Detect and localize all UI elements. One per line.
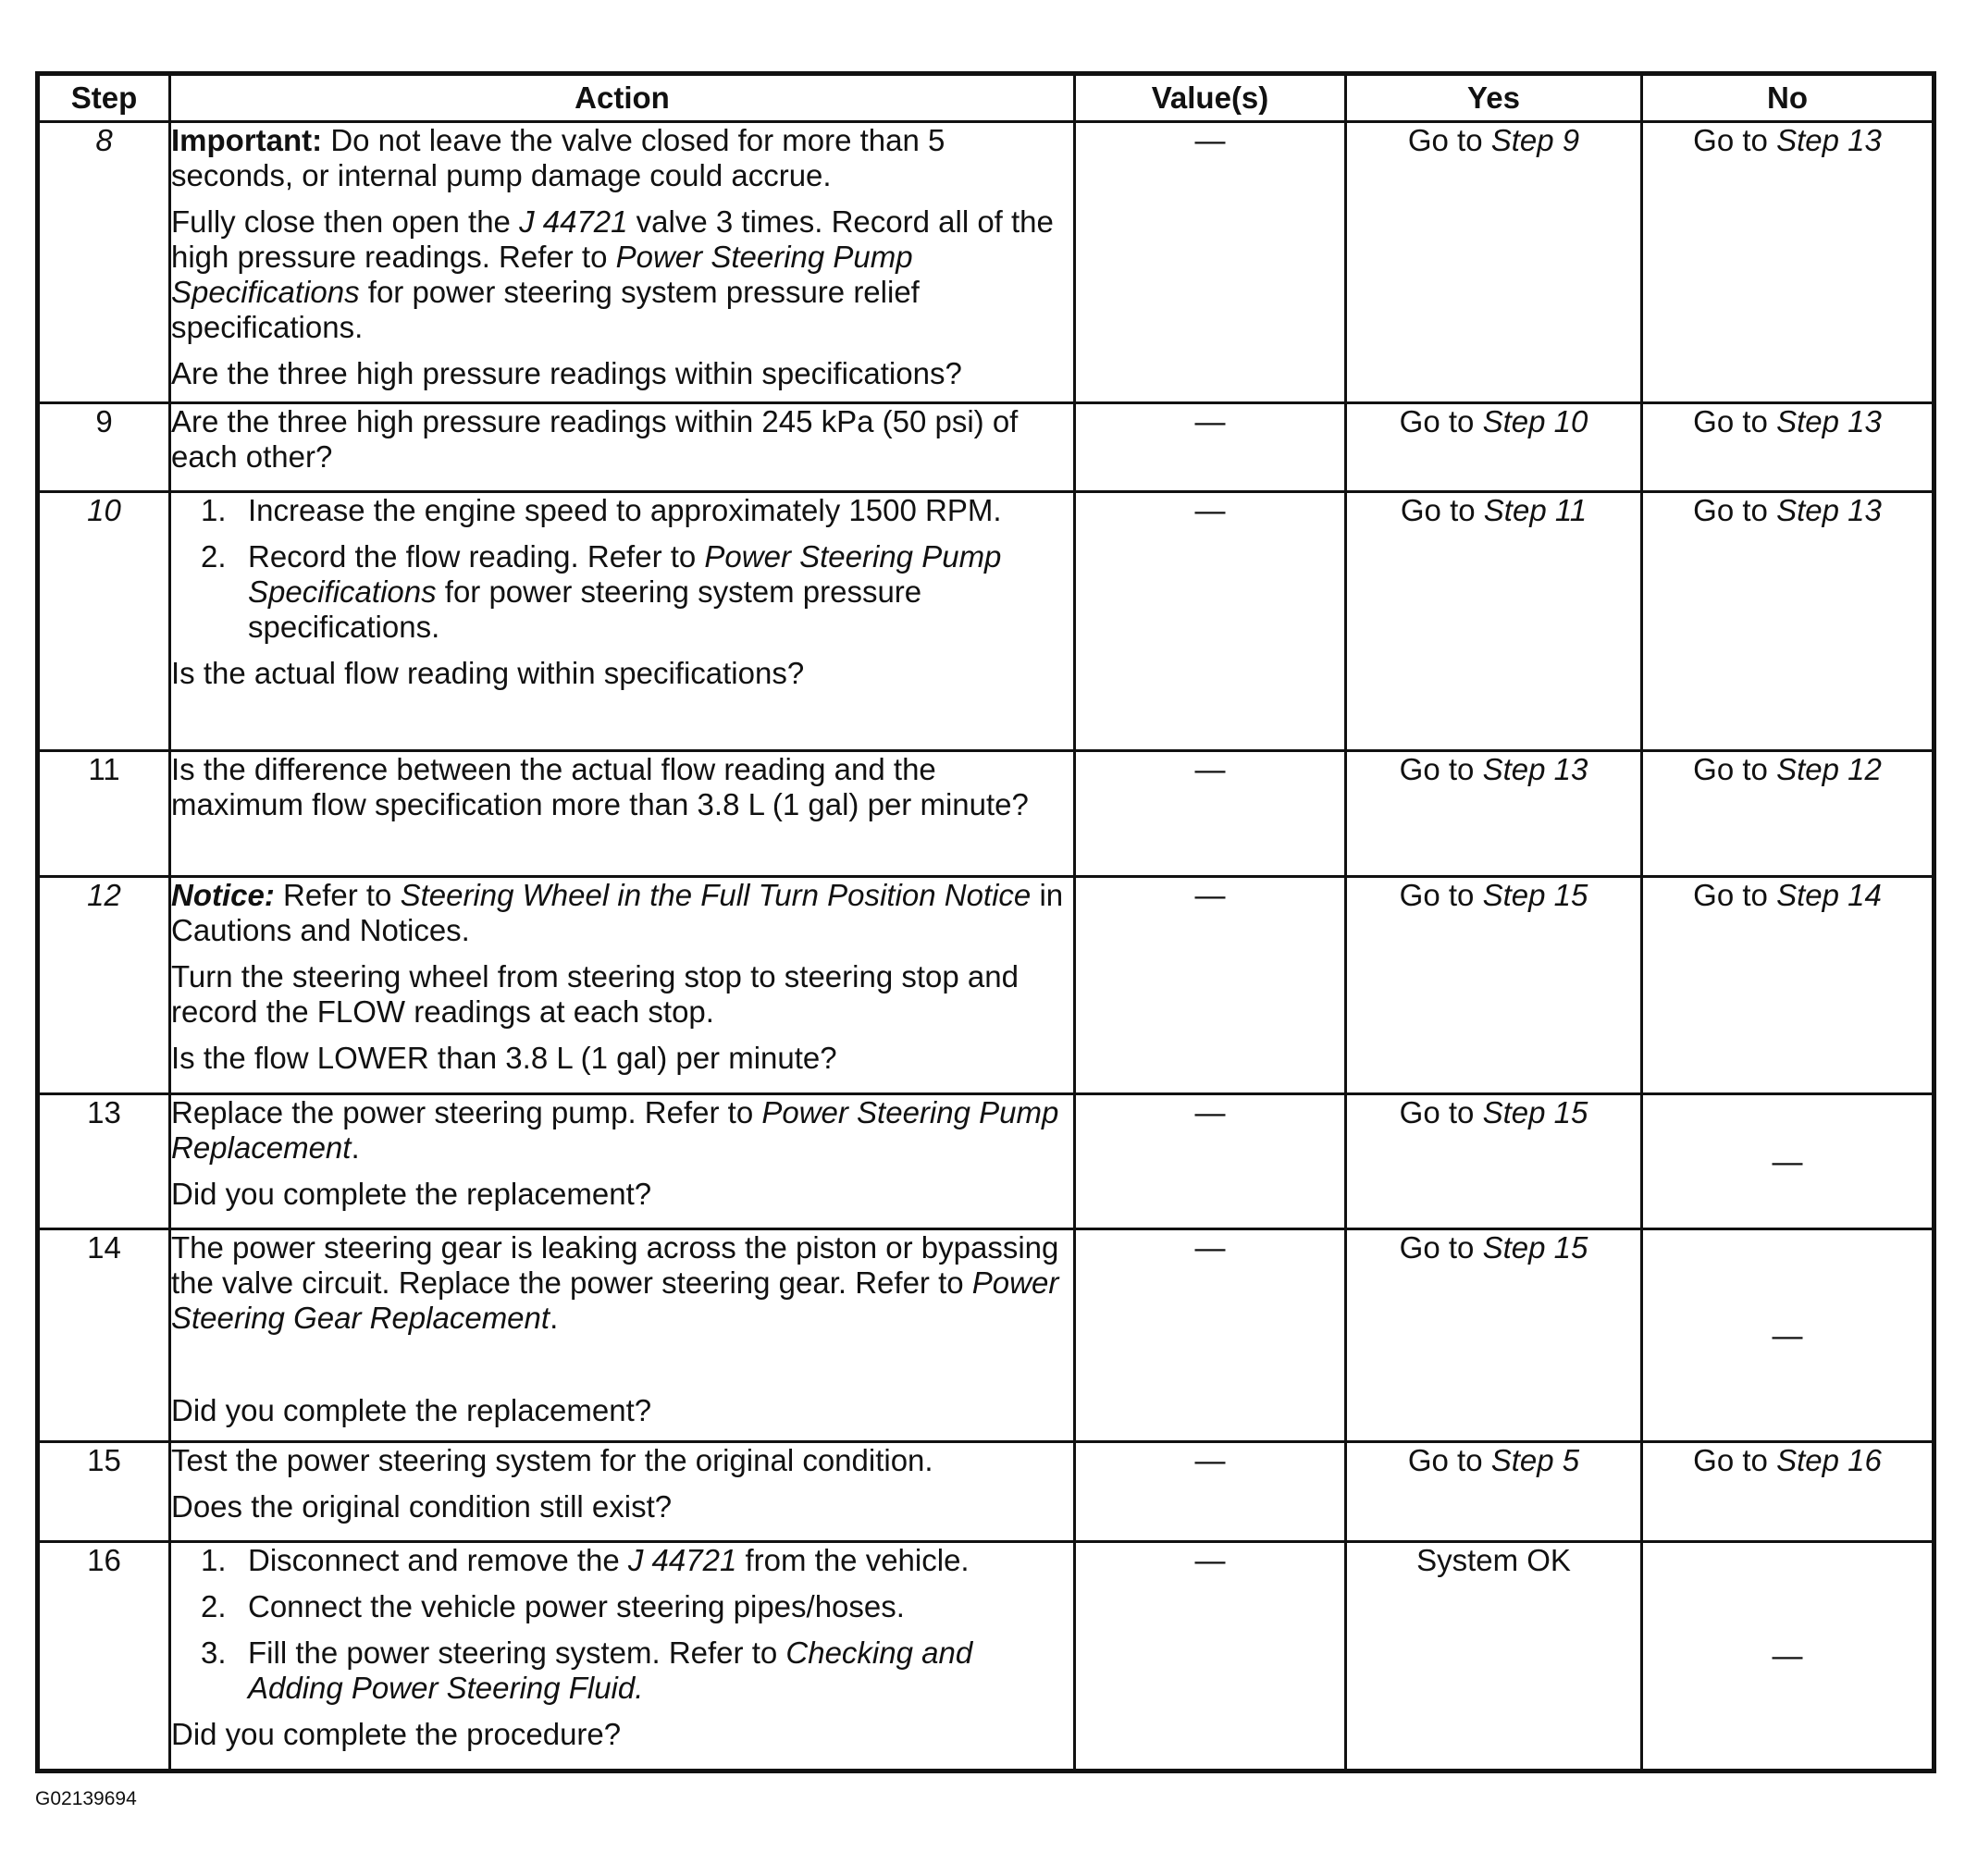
list-number: 1. [201,493,227,527]
values-cell: — [1075,1442,1346,1542]
list-text: from the vehicle. [736,1543,970,1577]
yes-cell [1346,122,1642,403]
yes-cell [1346,1229,1642,1442]
action-question: Does the original condition still exist? [171,1489,673,1524]
step-number: 13 [38,1094,170,1229]
go-to-label: Go to [1407,1443,1483,1477]
action-cell [170,492,1075,751]
action-cell [170,1229,1075,1442]
list-number: 3. [201,1635,227,1670]
go-to-label: Go to [1399,752,1475,786]
table-row-step-16 [38,1542,1934,1771]
action-question: Are the three high pressure readings within 245 kPa (50 psi) of each other? [171,404,1019,474]
doc-ref: Power Steering Gear Replacement [171,1265,1059,1335]
table-row-step-14 [38,1229,1934,1442]
list-number: 1. [201,1543,227,1577]
header-yes: Yes [1346,74,1642,122]
no-step-link[interactable]: Step 12 [1776,752,1882,786]
tool-ref: J 44721 [627,1543,737,1577]
action-question: Is the difference between the actual flow reading and the maximum flow specification more than 3.8 L (1 gal) per minute? [171,752,1029,821]
action-paragraph [171,204,1073,345]
diagnostic-table-sheet [35,71,1932,1773]
table-row-step-12 [38,877,1934,1094]
list-text: Fill the power steering system. Refer to [248,1635,786,1670]
go-to-label: Go to [1399,404,1475,438]
action-cell [170,403,1075,492]
text: in Cautions and Notices. [171,878,1064,947]
doc-ref: Power Steering Pump Specifications [248,539,1002,609]
list-item [171,1635,1073,1706]
step-number: 8 [38,122,170,403]
important-text: Do not leave the valve closed for more than 5 seconds, or internal pump damage could accrue. [171,123,945,192]
spacer [171,1347,1073,1393]
action-question: Is the actual flow reading within specifications? [171,656,805,690]
text: . [351,1130,360,1165]
action-paragraph [171,1095,1073,1166]
go-to-label: Go to [1693,752,1768,786]
action-cell [170,1094,1075,1229]
text: . [550,1301,559,1335]
text: valve 3 times. Record all of the high pressure readings. Refer to [171,204,1054,274]
yes-cell: System OK [1346,1542,1642,1771]
header-row [38,74,1934,122]
list-text: for power steering system pressure specifications. [248,574,922,644]
list-item [171,1543,1073,1578]
step-number: 12 [38,877,170,1094]
table-row-step-15 [38,1442,1934,1542]
no-step-link[interactable]: Step 13 [1776,123,1882,157]
yes-cell [1346,403,1642,492]
list-item [171,539,1073,645]
action-cell [170,1542,1075,1771]
header-action: Action [170,74,1075,122]
list-text: Disconnect and remove the [248,1543,628,1577]
go-to-label: Go to [1693,404,1768,438]
yes-cell [1346,1442,1642,1542]
step-number: 14 [38,1229,170,1442]
go-to-label: Go to [1399,1230,1475,1265]
doc-ref: Power Steering Pump Specifications [171,240,913,309]
yes-step-link[interactable]: Step 15 [1482,878,1588,912]
action-cell [170,751,1075,877]
table-row-step-8 [38,122,1934,403]
header-no: No [1642,74,1934,122]
step-number: 10 [38,492,170,751]
no-step-link[interactable]: Step 16 [1776,1443,1882,1477]
notice-note [171,878,1073,948]
text: Replace the power steering pump. Refer to [171,1095,762,1129]
notice-label: Notice: [171,878,275,912]
list-text: Record the flow reading. Refer to [248,539,705,574]
list-text: Connect the vehicle power steering pipes/hoses. [248,1589,905,1623]
no-step-link[interactable]: Step 14 [1776,878,1882,912]
action-cell [170,1442,1075,1542]
yes-cell [1346,877,1642,1094]
values-cell: — [1075,1229,1346,1442]
figure-code: G02139694 [35,1788,137,1809]
text: The power steering gear is leaking across the piston or bypassing the valve circuit. Replace the power steering gear. Refer to [171,1230,1059,1300]
list-item [171,493,1073,528]
header-values: Value(s) [1075,74,1346,122]
step-number: 15 [38,1442,170,1542]
action-question: Did you complete the replacement? [171,1177,652,1211]
step-number: 16 [38,1542,170,1771]
no-cell: — [1642,1094,1934,1229]
go-to-label: Go to [1693,493,1768,527]
values-cell: — [1075,1094,1346,1229]
no-step-link[interactable]: Step 13 [1776,404,1882,438]
important-note [171,123,1073,193]
table-row-step-11 [38,751,1934,877]
yes-step-link[interactable]: Step 11 [1483,493,1588,527]
no-cell [1642,751,1934,877]
values-cell: — [1075,492,1346,751]
values-cell: — [1075,1542,1346,1771]
go-to-label: Go to [1693,878,1768,912]
no-cell [1642,403,1934,492]
yes-step-link[interactable]: Step 9 [1490,123,1580,157]
step-number: 9 [38,403,170,492]
no-cell [1642,492,1934,751]
yes-cell [1346,492,1642,751]
action-question: Did you complete the replacement? [171,1393,652,1427]
go-to-label: Go to [1693,123,1768,157]
go-to-label: Go to [1399,878,1475,912]
yes-step-link[interactable]: Step 13 [1482,752,1588,786]
tool-ref: J 44721 [519,204,628,239]
yes-step-link[interactable]: Step 15 [1482,1095,1588,1129]
list-item [171,1589,1073,1624]
no-cell: — [1642,1229,1934,1442]
action-paragraph: Test the power steering system for the original condition. [171,1443,933,1477]
no-cell [1642,122,1934,403]
yes-cell [1346,1094,1642,1229]
action-paragraph [171,1230,1073,1336]
doc-ref: Power Steering Pump Replacement [171,1095,1059,1165]
go-to-label: Go to [1407,123,1483,157]
list-number: 2. [201,1589,227,1623]
no-cell [1642,877,1934,1094]
doc-ref: Steering Wheel in the Full Turn Position Notice [400,878,1032,912]
yes-step-link[interactable]: Step 15 [1482,1230,1588,1265]
action-cell [170,877,1075,1094]
text: Refer to [274,878,401,912]
values-cell: — [1075,403,1346,492]
table-row-step-13 [38,1094,1934,1229]
yes-step-link[interactable]: Step 5 [1490,1443,1580,1477]
text: for power steering system pressure relief specifications. [171,275,920,344]
yes-step-link[interactable]: Step 10 [1482,404,1588,438]
no-cell [1642,1442,1934,1542]
doc-ref: Checking and Adding Power Steering Fluid. [248,1635,973,1705]
no-cell: — [1642,1542,1934,1771]
go-to-label: Go to [1399,1095,1475,1129]
table-row-step-9 [38,403,1934,492]
diagnostic-table [35,71,1936,1773]
action-question: Is the flow LOWER than 3.8 L (1 gal) per minute? [171,1041,837,1075]
step-number: 11 [38,751,170,877]
go-to-label: Go to [1693,1443,1768,1477]
values-cell: — [1075,877,1346,1094]
text: Fully close then open the [171,204,520,239]
table-row-step-10 [38,492,1934,751]
list-number: 2. [201,539,227,574]
action-question: Did you complete the procedure? [171,1717,622,1751]
yes-cell [1346,751,1642,877]
header-step: Step [38,74,170,122]
values-cell: — [1075,122,1346,403]
go-to-label: Go to [1400,493,1476,527]
values-cell: — [1075,751,1346,877]
action-cell [170,122,1075,403]
important-label: Important: [171,123,323,157]
no-step-link[interactable]: Step 13 [1776,493,1882,527]
action-paragraph: Turn the steering wheel from steering stop to steering stop and record the FLOW readings at each stop. [171,959,1019,1029]
list-text: Increase the engine speed to approximately 1500 RPM. [248,493,1002,527]
action-question: Are the three high pressure readings within specifications? [171,356,962,390]
